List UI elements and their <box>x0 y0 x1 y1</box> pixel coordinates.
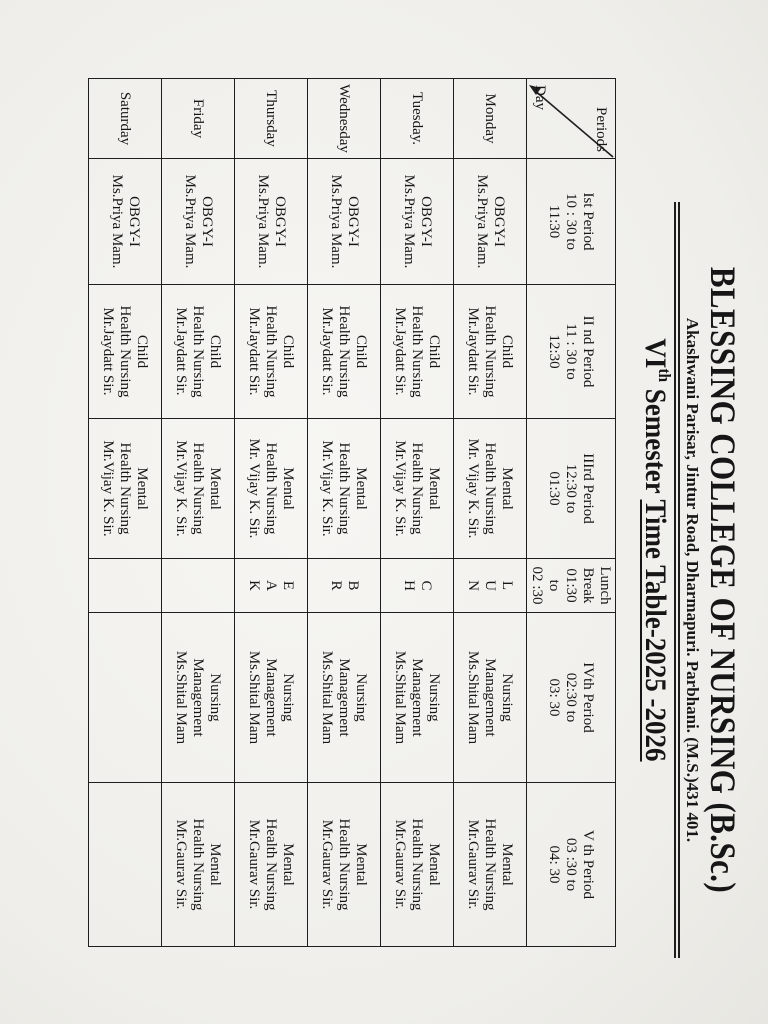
class-cell <box>381 285 454 419</box>
college-title: BLESSING COLLEGE OF NURSING (B.Sc.) <box>703 266 743 894</box>
header-rule-bottom <box>674 202 676 958</box>
lunch-cell <box>89 559 162 613</box>
lunch-cell <box>235 559 308 613</box>
class-cell <box>235 419 308 559</box>
header-line: 12:30 to <box>563 463 580 514</box>
table-row <box>381 79 454 947</box>
cell-line: OBGY-I <box>199 196 215 247</box>
class-cell <box>162 419 235 559</box>
header-line: II nd Period <box>580 315 597 388</box>
cell-line: Mr.Jaydatt Sir. <box>319 307 336 396</box>
cell-line: Health Nursing <box>409 305 426 398</box>
cell-line: Ms.Shital Mam <box>465 650 482 745</box>
day-cell: Thursday <box>235 79 308 159</box>
header-line: 01:30 <box>546 471 563 506</box>
class-cell <box>381 419 454 559</box>
lunch-letter: U <box>482 580 499 591</box>
class-cell <box>89 613 162 783</box>
lunch-letter: N <box>465 580 482 591</box>
cell-line: Nursing <box>207 673 224 722</box>
class-cell <box>162 159 235 285</box>
cell-line: Ms.Priya Mam. <box>474 174 490 269</box>
cell-line: Mental <box>499 467 516 510</box>
header-line: 02 :30 <box>529 566 546 605</box>
header-line: Ist Period <box>580 192 597 251</box>
semester-title <box>638 280 672 820</box>
cell-line: Mental <box>207 843 224 886</box>
cell-line: Mr.Vijay K. Sir. <box>392 440 409 537</box>
cell-line: Management <box>409 658 426 737</box>
cell-line: OBGY-I <box>272 196 288 247</box>
period-header <box>527 419 616 559</box>
cell-line: Child <box>499 334 516 369</box>
class-cell <box>454 783 527 947</box>
cell-line: Health Nursing <box>190 818 207 911</box>
cell-line: Mental <box>353 843 370 886</box>
cell-line: Health Nursing <box>336 442 353 535</box>
cell-line: Health Nursing <box>117 442 134 535</box>
period-header <box>527 783 616 947</box>
header-line: IVth Period <box>580 662 597 733</box>
cell-line: Ms.Priya Mam. <box>401 174 417 269</box>
lunch-letter: B <box>345 580 361 591</box>
table-row <box>308 79 381 947</box>
class-cell <box>235 285 308 419</box>
header-line: 11 : 30 to <box>563 323 580 380</box>
cell-line: Mr.Vijay K. Sir. <box>100 440 117 537</box>
class-cell <box>235 159 308 285</box>
lunch-cell <box>162 559 235 613</box>
class-cell <box>308 613 381 783</box>
corner-cell <box>527 79 616 159</box>
header-line: 11:30 <box>546 204 563 239</box>
cell-line: Ms.Priya Mam. <box>255 174 271 269</box>
cell-line: Mental <box>280 843 297 886</box>
cell-line: Mr.Gaurav Sir. <box>173 819 190 910</box>
day-cell: Monday <box>454 79 527 159</box>
day-cell: Friday <box>162 79 235 159</box>
college-address: Akashwani Parisar, Jintur Road, Dharmapuri. Parbhani. (M.S.)431 401. <box>683 317 702 843</box>
header-row <box>527 79 616 947</box>
cell-line: Ms.Priya Mam. <box>328 174 344 269</box>
class-cell <box>89 783 162 947</box>
class-cell <box>235 613 308 783</box>
cell-line: Child <box>134 334 151 369</box>
cell-line: Mr. Vijay K. Sir. <box>465 438 482 539</box>
cell-line: Mr.Vijay K. Sir. <box>173 440 190 537</box>
lunch-header <box>527 559 616 613</box>
header-rule-top <box>678 202 680 958</box>
cell-line: Management <box>336 658 353 737</box>
class-cell <box>162 285 235 419</box>
header-line: 03: 30 <box>546 678 563 717</box>
timetable-year: Time Table-2025 -2026 <box>639 499 672 762</box>
day-label: Day <box>532 85 548 110</box>
period-header <box>527 613 616 783</box>
cell-line: Child <box>426 334 443 369</box>
cell-line: Ms.Shital Mam <box>392 650 409 745</box>
header-line: V th Period <box>580 830 597 899</box>
cell-line: Mr.Gaurav Sir. <box>319 819 336 910</box>
cell-line: Health Nursing <box>409 818 426 911</box>
cell-line: Mr.Jaydatt Sir. <box>173 307 190 396</box>
cell-line: Ms.Priya Mam. <box>109 174 125 269</box>
header-line: Break <box>580 567 597 604</box>
class-cell <box>308 159 381 285</box>
table-row <box>235 79 308 947</box>
lunch-cell <box>454 559 527 613</box>
cell-line: Mr.Jaydatt Sir. <box>246 307 263 396</box>
cell-line: Management <box>190 658 207 737</box>
cell-line: Health Nursing <box>263 818 280 911</box>
cell-line: Ms.Shital Mam <box>246 650 263 745</box>
period-header <box>527 159 616 285</box>
cell-line: Health Nursing <box>190 442 207 535</box>
class-cell <box>454 613 527 783</box>
cell-line: Mr.Jaydatt Sir. <box>392 307 409 396</box>
cell-line: Mental <box>134 467 151 510</box>
lunch-letter: E <box>280 580 297 591</box>
periods-label: Periods <box>593 107 609 152</box>
cell-line: Ms.Shital Mam <box>319 650 336 745</box>
class-cell <box>308 419 381 559</box>
cell-line: Nursing <box>426 673 443 722</box>
cell-line: Nursing <box>280 673 297 722</box>
header-line: 03 :30 to <box>563 837 580 892</box>
class-cell <box>454 285 527 419</box>
cell-line: Mental <box>426 843 443 886</box>
cell-line: OBGY-I <box>491 196 507 247</box>
cell-line: Mental <box>280 467 297 510</box>
cell-line: Health Nursing <box>336 818 353 911</box>
class-cell <box>235 783 308 947</box>
table-row <box>454 79 527 947</box>
class-cell <box>89 159 162 285</box>
class-cell <box>308 783 381 947</box>
cell-line: Management <box>482 658 499 737</box>
class-cell <box>89 285 162 419</box>
cell-line: Health Nursing <box>190 305 207 398</box>
lunch-letter: K <box>246 580 263 591</box>
header-line: IIIrd Period <box>580 453 597 524</box>
cell-line: Mental <box>499 843 516 886</box>
header-line: Lunch <box>597 566 614 605</box>
cell-line: Mr. Vijay K. Sir. <box>246 438 263 539</box>
table-row <box>89 79 162 947</box>
cell-line: Health Nursing <box>117 305 134 398</box>
cell-line: Mr.Gaurav Sir. <box>465 819 482 910</box>
cell-line: Mental <box>426 467 443 510</box>
lunch-cell <box>308 559 381 613</box>
cell-line: Mental <box>353 467 370 510</box>
lunch-cell <box>381 559 454 613</box>
lunch-letter: C <box>418 580 434 591</box>
class-cell <box>162 783 235 947</box>
cell-line: Management <box>263 658 280 737</box>
cell-line: Nursing <box>499 673 516 722</box>
class-cell <box>454 419 527 559</box>
lunch-letter: H <box>401 580 417 591</box>
day-cell: Saturday <box>89 79 162 159</box>
cell-line: Nursing <box>353 673 370 722</box>
class-cell <box>381 783 454 947</box>
header-line: 10 : 30 to <box>563 192 580 251</box>
day-cell: Tuesday. <box>381 79 454 159</box>
class-cell <box>162 613 235 783</box>
cell-line: Mr.Jaydatt Sir. <box>465 307 482 396</box>
header-line: 01:30 to <box>546 568 580 603</box>
cell-line: Mr.Jaydatt Sir. <box>100 307 117 396</box>
class-cell <box>308 285 381 419</box>
cell-line: Health Nursing <box>482 305 499 398</box>
cell-line: Child <box>207 334 224 369</box>
cell-line: Mental <box>207 467 224 510</box>
cell-line: Mr.Gaurav Sir. <box>392 819 409 910</box>
cell-line: Health Nursing <box>409 442 426 535</box>
cell-line: Ms.Priya Mam. <box>182 174 198 269</box>
timetable-grid <box>88 78 616 947</box>
semester-number: VI <box>639 338 672 369</box>
header-line: 12:30 <box>546 334 563 369</box>
table-row <box>162 79 235 947</box>
class-cell <box>381 613 454 783</box>
lunch-letter: R <box>328 580 344 591</box>
class-cell <box>454 159 527 285</box>
cell-line: OBGY-I <box>126 196 142 247</box>
lunch-letter: L <box>499 580 516 591</box>
cell-line: Ms.Shital Mam <box>173 650 190 745</box>
header-line: 04: 30 <box>546 845 563 884</box>
cell-line: Mr.Vijay K. Sir. <box>319 440 336 537</box>
cell-line: Health Nursing <box>263 305 280 398</box>
cell-line: Health Nursing <box>336 305 353 398</box>
class-cell <box>381 159 454 285</box>
cell-line: Child <box>353 334 370 369</box>
cell-line: Mr.Gaurav Sir. <box>246 819 263 910</box>
semester-suffix: th <box>655 368 674 383</box>
cell-line: OBGY-I <box>418 196 434 247</box>
class-cell <box>89 419 162 559</box>
header-line: 02:30 to <box>563 672 580 723</box>
cell-line: Health Nursing <box>482 818 499 911</box>
semester-word: Semester <box>639 388 672 494</box>
cell-line: Health Nursing <box>482 442 499 535</box>
cell-line: OBGY-I <box>345 196 361 247</box>
cell-line: Health Nursing <box>263 442 280 535</box>
lunch-letter: A <box>263 580 280 591</box>
cell-line: Child <box>280 334 297 369</box>
day-cell: Wednesday <box>308 79 381 159</box>
period-header <box>527 285 616 419</box>
